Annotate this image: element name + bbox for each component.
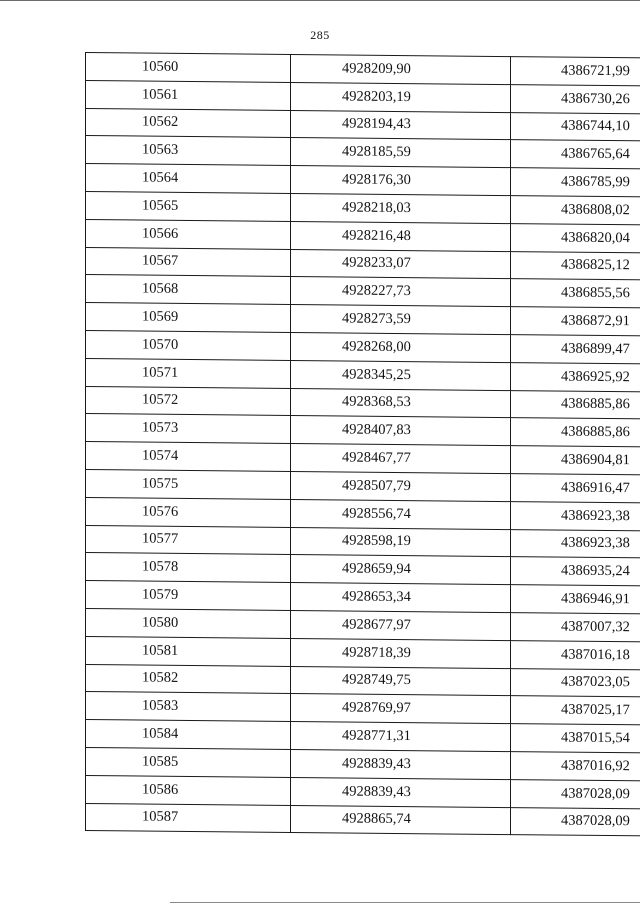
point-number-cell: 10562 bbox=[86, 108, 291, 138]
x-coordinate-cell: 4928556,74 bbox=[291, 499, 511, 529]
x-coordinate-cell: 4928203,19 bbox=[291, 82, 511, 112]
point-number-cell: 10584 bbox=[86, 720, 291, 750]
y-coordinate-cell: 4386885,86 bbox=[511, 418, 640, 448]
x-coordinate-cell: 4928677,97 bbox=[291, 610, 511, 640]
y-coordinate-cell: 4386785,99 bbox=[511, 168, 640, 198]
y-coordinate-cell: 4386855,56 bbox=[511, 279, 640, 309]
point-number-cell: 10579 bbox=[86, 581, 291, 611]
y-coordinate-cell: 4386744,10 bbox=[511, 112, 640, 142]
y-coordinate-cell: 4387025,17 bbox=[511, 696, 640, 726]
point-number-cell: 10574 bbox=[86, 442, 291, 472]
x-coordinate-cell: 4928209,90 bbox=[291, 54, 511, 84]
table-row bbox=[86, 803, 640, 837]
coordinates-table bbox=[85, 52, 640, 838]
y-coordinate-cell: 4387028,09 bbox=[511, 779, 640, 809]
point-number-cell: 10560 bbox=[86, 53, 291, 83]
point-number-cell: 10582 bbox=[86, 664, 291, 694]
x-coordinate-cell: 4928839,43 bbox=[291, 777, 511, 807]
page-bottom-edge bbox=[170, 902, 640, 903]
x-coordinate-cell: 4928216,48 bbox=[291, 221, 511, 251]
point-number-cell: 10587 bbox=[86, 803, 291, 833]
x-coordinate-cell: 4928653,34 bbox=[291, 583, 511, 613]
y-coordinate-cell: 4386935,24 bbox=[511, 557, 640, 587]
point-number-cell: 10566 bbox=[86, 219, 291, 249]
point-number-cell: 10581 bbox=[86, 636, 291, 666]
x-coordinate-cell: 4928268,00 bbox=[291, 332, 511, 362]
y-coordinate-cell: 4386820,04 bbox=[511, 223, 640, 253]
page-top-edge bbox=[0, 0, 640, 1]
x-coordinate-cell: 4928839,43 bbox=[291, 749, 511, 779]
x-coordinate-cell: 4928507,79 bbox=[291, 471, 511, 501]
x-coordinate-cell: 4928227,73 bbox=[291, 277, 511, 307]
x-coordinate-cell: 4928194,43 bbox=[291, 110, 511, 140]
x-coordinate-cell: 4928345,25 bbox=[291, 360, 511, 390]
point-number-cell: 10569 bbox=[86, 303, 291, 333]
x-coordinate-cell: 4928865,74 bbox=[291, 805, 511, 835]
point-number-cell: 10565 bbox=[86, 191, 291, 221]
point-number-cell: 10571 bbox=[86, 358, 291, 388]
point-number-cell: 10585 bbox=[86, 747, 291, 777]
x-coordinate-cell: 4928749,75 bbox=[291, 666, 511, 696]
y-coordinate-cell: 4387016,18 bbox=[511, 640, 640, 670]
y-coordinate-cell: 4386885,86 bbox=[511, 390, 640, 420]
point-number-cell: 10567 bbox=[86, 247, 291, 277]
page-number: 285 bbox=[310, 28, 330, 42]
y-coordinate-cell: 4386730,26 bbox=[511, 84, 640, 114]
x-coordinate-cell: 4928176,30 bbox=[291, 166, 511, 196]
x-coordinate-cell: 4928771,31 bbox=[291, 722, 511, 752]
point-number-cell: 10570 bbox=[86, 330, 291, 360]
x-coordinate-cell: 4928407,83 bbox=[291, 416, 511, 446]
point-number-cell: 10576 bbox=[86, 497, 291, 527]
point-number-cell: 10572 bbox=[86, 386, 291, 416]
point-number-cell: 10583 bbox=[86, 692, 291, 722]
x-coordinate-cell: 4928368,53 bbox=[291, 388, 511, 418]
y-coordinate-cell: 4386765,64 bbox=[511, 140, 640, 170]
y-coordinate-cell: 4386872,91 bbox=[511, 307, 640, 337]
point-number-cell: 10578 bbox=[86, 553, 291, 583]
x-coordinate-cell: 4928718,39 bbox=[291, 638, 511, 668]
y-coordinate-cell: 4386923,38 bbox=[511, 501, 640, 531]
y-coordinate-cell: 4386899,47 bbox=[511, 335, 640, 365]
y-coordinate-cell: 4386808,02 bbox=[511, 196, 640, 226]
y-coordinate-cell: 4386916,47 bbox=[511, 474, 640, 504]
x-coordinate-cell: 4928598,19 bbox=[291, 527, 511, 557]
x-coordinate-cell: 4928769,97 bbox=[291, 694, 511, 724]
point-number-cell: 10575 bbox=[86, 469, 291, 499]
point-number-cell: 10580 bbox=[86, 608, 291, 638]
x-coordinate-cell: 4928467,77 bbox=[291, 444, 511, 474]
y-coordinate-cell: 4387028,09 bbox=[511, 807, 640, 837]
point-number-cell: 10586 bbox=[86, 775, 291, 805]
point-number-cell: 10573 bbox=[86, 414, 291, 444]
x-coordinate-cell: 4928273,59 bbox=[291, 305, 511, 335]
x-coordinate-cell: 4928659,94 bbox=[291, 555, 511, 585]
y-coordinate-cell: 4386946,91 bbox=[511, 585, 640, 615]
x-coordinate-cell: 4928185,59 bbox=[291, 138, 511, 168]
y-coordinate-cell: 4387016,92 bbox=[511, 752, 640, 782]
y-coordinate-cell: 4386904,81 bbox=[511, 446, 640, 476]
point-number-cell: 10568 bbox=[86, 275, 291, 305]
y-coordinate-cell: 4387023,05 bbox=[511, 668, 640, 698]
y-coordinate-cell: 4386825,12 bbox=[511, 251, 640, 281]
y-coordinate-cell: 4387015,54 bbox=[511, 724, 640, 754]
y-coordinate-cell: 4386923,38 bbox=[511, 529, 640, 559]
x-coordinate-cell: 4928233,07 bbox=[291, 249, 511, 279]
y-coordinate-cell: 4387007,32 bbox=[511, 613, 640, 643]
x-coordinate-cell: 4928218,03 bbox=[291, 193, 511, 223]
point-number-cell: 10563 bbox=[86, 136, 291, 166]
point-number-cell: 10564 bbox=[86, 164, 291, 194]
coordinates-table-body bbox=[86, 53, 640, 838]
point-number-cell: 10561 bbox=[86, 80, 291, 110]
y-coordinate-cell: 4386925,92 bbox=[511, 362, 640, 392]
point-number-cell: 10577 bbox=[86, 525, 291, 555]
y-coordinate-cell: 4386721,99 bbox=[511, 57, 640, 87]
